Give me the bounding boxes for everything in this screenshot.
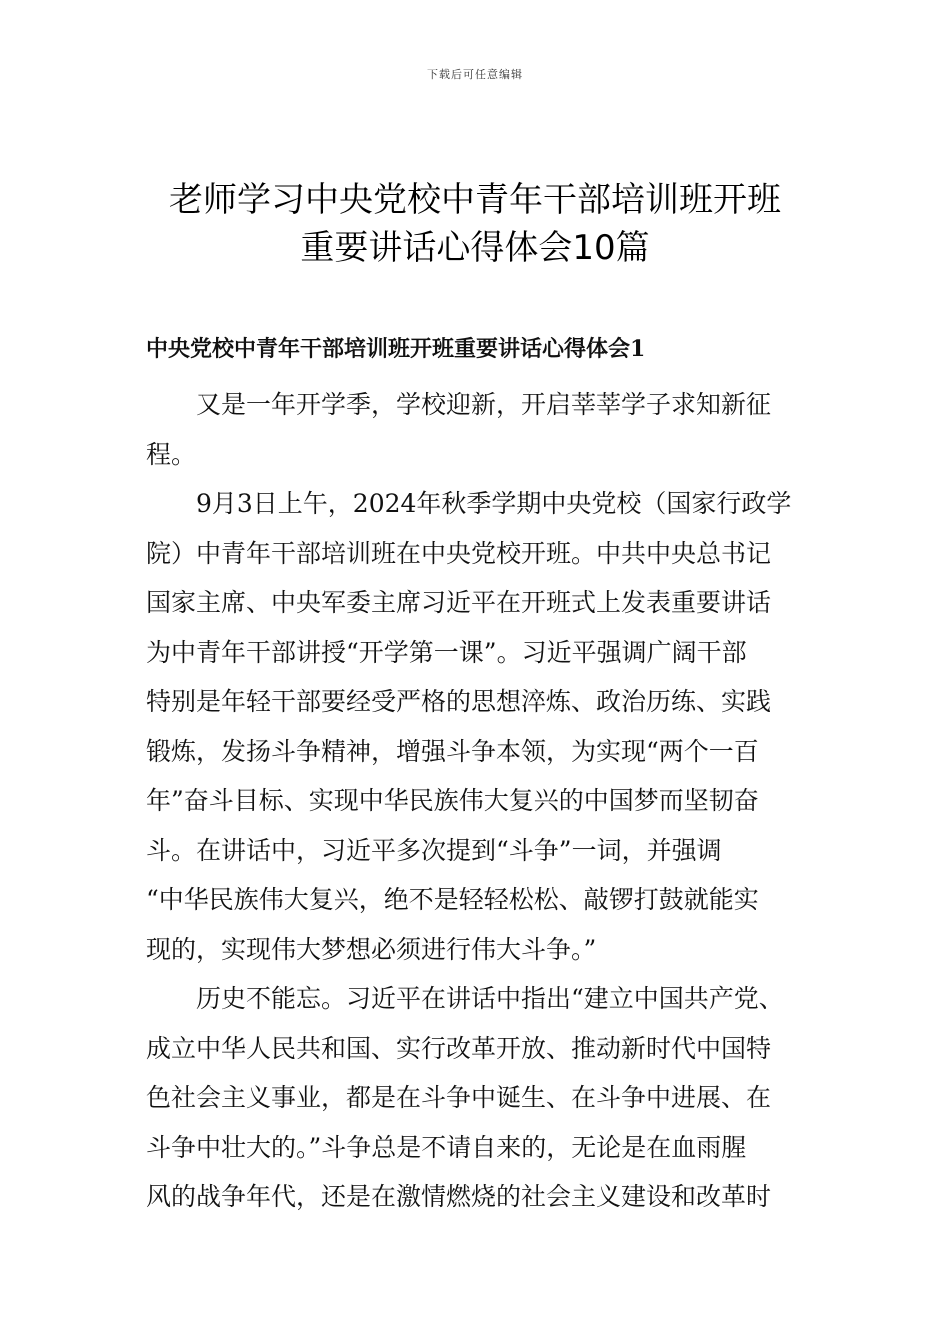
- body-line: 成立中华人民共和国、实行改革开放、推动新时代中国特: [146, 1033, 772, 1063]
- body-line: 程。: [146, 439, 197, 469]
- body-line: “中华民族伟大复兴，绝不是轻轻松松、敲锣打鼓就能实: [146, 885, 759, 914]
- body-line: 斗争中壮大的。”斗争总是不请自来的，无论是在血雨腥: [146, 1132, 747, 1162]
- body-line: 院）中青年干部培训班在中央党校开班。中共中央总书记: [146, 538, 772, 568]
- document-title: [0, 176, 950, 272]
- body-line: 国家主席、中央军委主席习近平在开班式上发表重要讲话: [146, 588, 772, 617]
- body-line: 又是一年开学季，学校迎新，开启莘莘学子求知新征: [196, 390, 772, 419]
- body-line: 年”奋斗目标、实现中华民族伟大复兴的中国梦而坚韧奋: [146, 786, 759, 815]
- body-line: 特别是年轻干部要经受严格的思想淬炼、政治历练、实践: [146, 687, 772, 716]
- body-line: 锻炼，发扬斗争精神，增强斗争本领，为实现“两个一百: [146, 736, 759, 766]
- body-line: 现的，实现伟大梦想必须进行伟大斗争。”: [146, 934, 597, 964]
- header-note: 下载后可任意编辑: [427, 68, 523, 81]
- body-line: 9月3日上午，2024年秋季学期中央党校（国家行政学: [196, 489, 792, 518]
- body-line: 色社会主义事业，都是在斗争中诞生、在斗争中进展、在: [146, 1083, 772, 1112]
- section-heading: 中央党校中青年干部培训班开班重要讲话心得体会1: [146, 336, 646, 362]
- body-text: [146, 380, 846, 1222]
- body-line: 为中青年干部讲授“开学第一课”。习近平强调广阔干部: [146, 637, 747, 667]
- body-line: 历史不能忘。习近平在讲话中指出“建立中国共产党、: [196, 984, 784, 1013]
- body-line: 斗。在讲话中，习近平多次提到“斗争”一词，并强调: [146, 835, 722, 865]
- document-title-line-1: 老师学习中央党校中青年干部培训班开班: [169, 180, 781, 220]
- body-line: 风的战争年代，还是在激情燃烧的社会主义建设和改革时: [146, 1182, 772, 1211]
- document-title-line-2: 重要讲话心得体会10篇: [300, 228, 650, 268]
